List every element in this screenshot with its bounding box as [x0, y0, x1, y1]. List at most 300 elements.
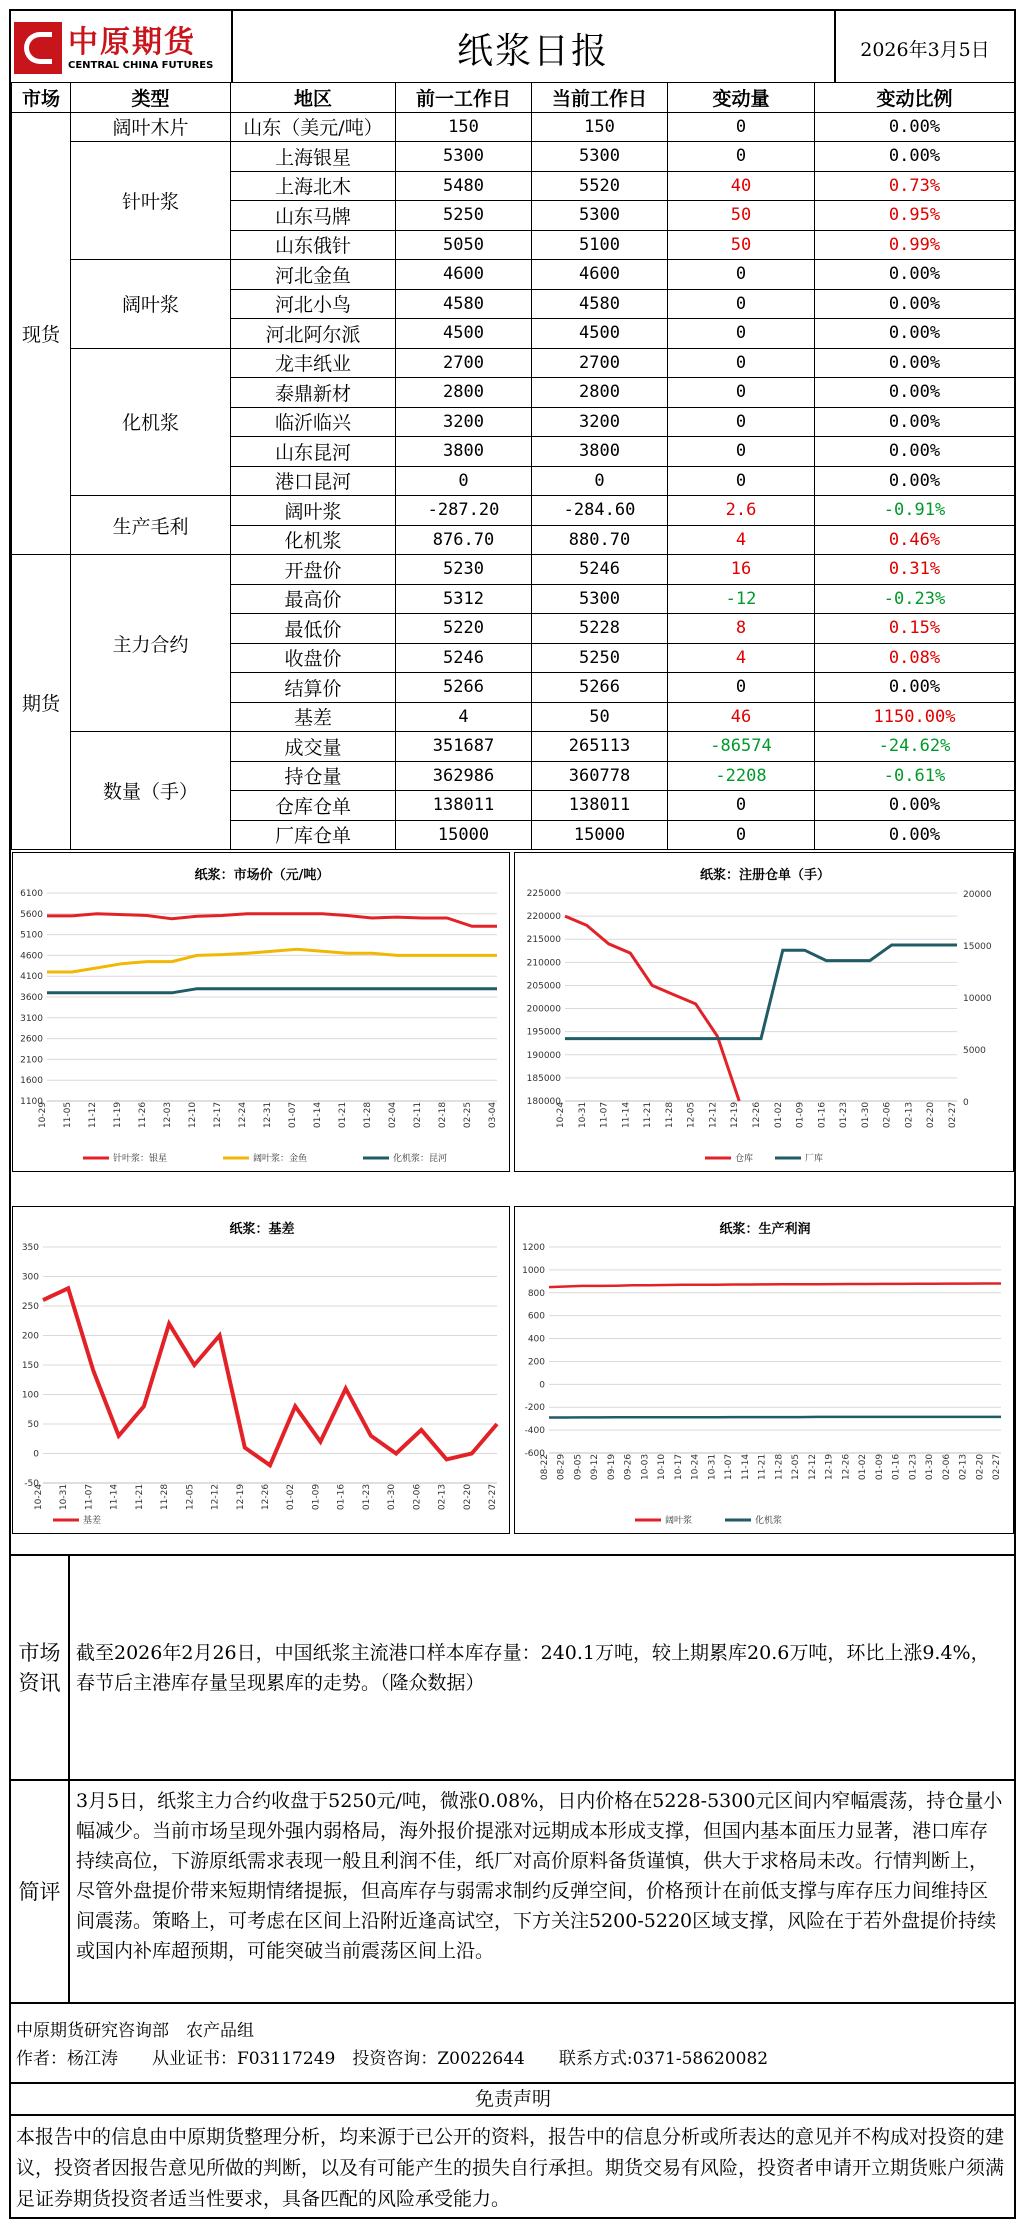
chg-cell: 0 — [668, 142, 815, 172]
footer-author: 作者：杨江涛 从业证书：F03117249 投资咨询：Z0022644 联系方式:0371-58620082 — [16, 2049, 769, 2069]
chart-title: 纸浆：生产利润 — [719, 1222, 811, 1237]
region-cell: 泰鼎新材 — [231, 378, 396, 408]
legend-label: 化机浆：昆河 — [393, 1154, 448, 1164]
table-row — [12, 260, 1015, 290]
y-tick-label: 190000 — [526, 1050, 561, 1061]
region-cell: 山东马牌 — [231, 201, 396, 231]
x-tick-label: 10-24 — [556, 1101, 566, 1129]
x-tick-label: 09-19 — [606, 1453, 617, 1481]
y2-tick-label: 0 — [963, 1098, 969, 1108]
y-tick-label: 350 — [21, 1243, 39, 1253]
pct-cell: 0.00% — [815, 378, 1015, 408]
curr-cell: 5100 — [532, 230, 668, 260]
pct-cell: 0.99% — [815, 230, 1015, 260]
y-tick-label: 6100 — [20, 889, 43, 899]
y2-tick-label: 5000 — [963, 1046, 986, 1056]
logo-text-cn: 中原期货 — [68, 24, 196, 60]
x-tick-label: 11-14 — [621, 1101, 632, 1129]
x-tick-label: 02-20 — [926, 1101, 937, 1129]
curr-cell: 138011 — [532, 791, 668, 821]
x-tick-label: 11-28 — [664, 1101, 675, 1129]
x-tick-label: 11-07 — [84, 1483, 95, 1511]
x-tick-label: 10-17 — [673, 1453, 684, 1481]
y-tick-label: 215000 — [526, 935, 561, 946]
prev-cell: 4500 — [396, 319, 532, 349]
x-tick-label: 12-17 — [213, 1101, 223, 1129]
chart-title: 纸浆：基差 — [229, 1222, 295, 1237]
pct-cell: -0.23% — [815, 584, 1015, 614]
x-tick-label: 10-10 — [657, 1453, 668, 1481]
series-line — [47, 989, 497, 993]
legend-label: 厂库 — [805, 1154, 824, 1164]
chg-cell: 0 — [668, 378, 815, 408]
commentary-label: 简评 — [18, 1879, 61, 1904]
y-tick-label: 5100 — [20, 930, 43, 941]
region-cell: 开盘价 — [231, 555, 396, 585]
y-tick-label: 150 — [21, 1361, 39, 1371]
curr-cell: 2800 — [532, 378, 668, 408]
x-tick-label: 02-06 — [882, 1101, 893, 1129]
pct-cell: 0.00% — [815, 260, 1015, 290]
x-tick-label: 09-05 — [573, 1453, 584, 1481]
x-tick-label: 10-24 — [690, 1453, 701, 1481]
y-tick-label: 800 — [527, 1288, 545, 1299]
pct-cell: 0.00% — [815, 319, 1015, 349]
y-tick-label: 4100 — [20, 972, 43, 983]
company-logo — [14, 14, 229, 82]
curr-cell: 265113 — [532, 732, 668, 762]
curr-cell: 5300 — [532, 201, 668, 231]
legend-label: 仓库 — [735, 1154, 754, 1164]
chg-cell: -12 — [668, 584, 815, 614]
chg-cell: 0 — [668, 820, 815, 850]
curr-cell: 150 — [532, 112, 668, 142]
pct-cell: 0.00% — [815, 407, 1015, 437]
x-tick-label: 01-02 — [773, 1101, 784, 1129]
chg-cell: 4 — [668, 525, 815, 555]
prev-cell: 5250 — [396, 201, 532, 231]
chg-cell: 0 — [668, 791, 815, 821]
x-tick-label: 11-21 — [643, 1101, 654, 1129]
x-tick-label: 12-26 — [841, 1453, 852, 1481]
x-tick-label: 12-19 — [730, 1101, 741, 1129]
x-tick-label: 12-31 — [263, 1101, 273, 1129]
region-cell: 收盘价 — [231, 643, 396, 673]
chg-cell: 0 — [668, 348, 815, 378]
column-header: 变动量 — [668, 83, 815, 113]
x-tick-label: 10-31 — [577, 1101, 588, 1129]
y-tick-label: 0 — [33, 1449, 39, 1460]
chart-basis — [12, 1206, 510, 1534]
chg-cell: 4 — [668, 643, 815, 673]
x-tick-label: 10-29 — [38, 1101, 48, 1129]
prev-cell: 15000 — [396, 820, 532, 850]
column-header: 前一工作日 — [396, 83, 532, 113]
column-header: 类型 — [71, 83, 231, 113]
pct-cell: 0.31% — [815, 555, 1015, 585]
x-tick-label: 12-19 — [235, 1483, 246, 1511]
x-tick-label: 01-07 — [288, 1101, 298, 1129]
x-tick-label: 11-28 — [160, 1483, 171, 1511]
x-tick-label: 01-14 — [313, 1101, 323, 1129]
region-cell: 化机浆 — [231, 525, 396, 555]
chart-warrants — [514, 852, 1014, 1172]
region-cell: 上海银星 — [231, 142, 396, 172]
series-line — [549, 1417, 1001, 1418]
x-tick-label: 02-11 — [413, 1101, 423, 1129]
table-header-row — [12, 83, 1015, 113]
prev-cell: 5246 — [396, 643, 532, 673]
series-line — [47, 949, 497, 972]
prev-cell: 362986 — [396, 761, 532, 791]
x-tick-label: 11-19 — [113, 1101, 123, 1129]
y-tick-label: 180000 — [526, 1097, 561, 1107]
prev-cell: 5230 — [396, 555, 532, 585]
footer-dept: 中原期货研究咨询部 农产品组 — [16, 2021, 254, 2041]
x-tick-label: 11-07 — [599, 1101, 610, 1129]
chg-cell: 0 — [668, 437, 815, 467]
region-cell: 山东（美元/吨） — [231, 112, 396, 142]
legend-label: 阔叶浆 — [665, 1516, 693, 1526]
region-cell: 持仓量 — [231, 761, 396, 791]
report-date: 2026年3月5日 — [860, 38, 990, 61]
type-cell: 数量（手） — [71, 732, 231, 850]
x-tick-label: 12-19 — [824, 1453, 835, 1481]
x-tick-label: 02-13 — [904, 1101, 915, 1129]
x-tick-label: 03-04 — [488, 1101, 498, 1129]
x-tick-label: 08-29 — [556, 1453, 567, 1481]
curr-cell: 360778 — [532, 761, 668, 791]
y-tick-label: 3600 — [20, 993, 43, 1003]
x-tick-label: 12-24 — [238, 1101, 248, 1129]
curr-cell: 5228 — [532, 614, 668, 644]
region-cell: 上海北木 — [231, 171, 396, 201]
x-tick-label: 12-05 — [185, 1483, 196, 1511]
x-tick-label: 11-21 — [757, 1453, 768, 1481]
chg-cell: 50 — [668, 201, 815, 231]
prev-cell: 5300 — [396, 142, 532, 172]
y-tick-label: 0 — [539, 1380, 545, 1391]
chart-market-price — [12, 852, 510, 1172]
legend-label: 针叶浆：银星 — [113, 1154, 168, 1164]
x-tick-label: 01-16 — [891, 1453, 902, 1481]
column-header: 地区 — [231, 83, 396, 113]
pct-cell: 0.15% — [815, 614, 1015, 644]
region-cell: 龙丰纸业 — [231, 348, 396, 378]
y-tick-label: 250 — [21, 1302, 39, 1312]
legend-label: 基差 — [83, 1516, 102, 1526]
x-tick-label: 01-23 — [361, 1483, 372, 1511]
market-info-label: 市场资讯 — [18, 1640, 61, 1695]
page-title: 纸浆日报 — [456, 30, 609, 72]
chg-cell: 40 — [668, 171, 815, 201]
region-cell: 阔叶浆 — [231, 496, 396, 526]
region-cell: 仓库仓单 — [231, 791, 396, 821]
series-line — [43, 1288, 497, 1465]
chart-profit — [514, 1206, 1014, 1534]
pct-cell: 0.00% — [815, 820, 1015, 850]
x-tick-label: 02-13 — [437, 1483, 448, 1511]
pct-cell: 0.00% — [815, 466, 1015, 496]
x-tick-label: 10-24 — [34, 1483, 44, 1511]
header-divider — [834, 11, 836, 82]
region-cell: 成交量 — [231, 732, 396, 762]
type-cell: 针叶浆 — [71, 142, 231, 260]
y-tick-label: 600 — [527, 1311, 545, 1322]
pct-cell: -0.61% — [815, 761, 1015, 791]
y-tick-label: 5600 — [20, 909, 43, 920]
curr-cell: 5266 — [532, 673, 668, 703]
type-cell: 阔叶木片 — [71, 112, 231, 142]
table-row — [12, 732, 1015, 762]
x-tick-label: 02-27 — [488, 1483, 498, 1511]
y-tick-label: 200 — [527, 1357, 545, 1368]
y-tick-label: 400 — [527, 1334, 545, 1345]
x-tick-label: 11-14 — [109, 1483, 120, 1511]
chg-cell: 16 — [668, 555, 815, 585]
region-cell: 山东俄针 — [231, 230, 396, 260]
x-tick-label: 01-09 — [311, 1483, 322, 1511]
prev-cell: -287.20 — [396, 496, 532, 526]
y-tick-label: 220000 — [526, 912, 561, 923]
x-tick-label: 11-28 — [774, 1453, 785, 1481]
curr-cell: 4600 — [532, 260, 668, 290]
prev-cell: 4 — [396, 702, 532, 732]
x-tick-label: 12-05 — [686, 1101, 697, 1129]
x-tick-label: 12-05 — [791, 1453, 802, 1481]
y-tick-label: 100 — [21, 1390, 39, 1401]
pct-cell: 0.73% — [815, 171, 1015, 201]
header-divider — [231, 11, 233, 82]
y-tick-label: 1100 — [20, 1097, 43, 1107]
prev-cell: 4600 — [396, 260, 532, 290]
pct-cell: 0.00% — [815, 112, 1015, 142]
legend-label: 化机浆 — [755, 1516, 783, 1526]
prev-cell: 138011 — [396, 791, 532, 821]
legend-label: 阔叶浆：金鱼 — [253, 1154, 308, 1164]
column-header: 市场 — [12, 83, 71, 113]
curr-cell: 4500 — [532, 319, 668, 349]
chg-cell: -2208 — [668, 761, 815, 791]
y2-tick-label: 20000 — [963, 890, 992, 900]
region-cell: 厂库仓单 — [231, 820, 396, 850]
x-tick-label: 01-30 — [925, 1453, 936, 1481]
x-tick-label: 01-09 — [874, 1453, 885, 1481]
chg-cell: 50 — [668, 230, 815, 260]
prev-cell: 2700 — [396, 348, 532, 378]
prev-cell: 3800 — [396, 437, 532, 467]
region-cell: 河北金鱼 — [231, 260, 396, 290]
region-cell: 河北阿尔派 — [231, 319, 396, 349]
type-cell: 主力合约 — [71, 555, 231, 732]
prev-cell: 351687 — [396, 732, 532, 762]
x-tick-label: 02-20 — [462, 1483, 473, 1511]
y-tick-label: -50 — [24, 1479, 39, 1489]
y-tick-label: 185000 — [526, 1073, 561, 1084]
x-tick-label: 10-31 — [59, 1483, 70, 1511]
curr-cell: 5520 — [532, 171, 668, 201]
x-tick-label: 11-05 — [63, 1101, 73, 1129]
x-tick-label: 01-30 — [860, 1101, 871, 1129]
y-tick-label: 205000 — [526, 981, 561, 992]
price-table — [11, 82, 1015, 850]
y-tick-label: 2600 — [20, 1034, 43, 1045]
region-cell: 山东昆河 — [231, 437, 396, 467]
region-cell: 基差 — [231, 702, 396, 732]
chg-cell: 8 — [668, 614, 815, 644]
chart-title: 纸浆：注册仓单（手） — [699, 868, 831, 883]
x-tick-label: 08-22 — [540, 1453, 550, 1481]
table-row — [12, 496, 1015, 526]
x-tick-label: 12-10 — [188, 1101, 198, 1129]
curr-cell: 5250 — [532, 643, 668, 673]
x-tick-label: 11-07 — [724, 1453, 735, 1481]
column-header: 当前工作日 — [532, 83, 668, 113]
y2-tick-label: 15000 — [963, 942, 992, 952]
y-tick-label: 210000 — [526, 958, 561, 969]
pct-cell: 0.46% — [815, 525, 1015, 555]
chg-cell: 0 — [668, 289, 815, 319]
column-header: 变动比例 — [815, 83, 1015, 113]
type-cell: 阔叶浆 — [71, 260, 231, 349]
x-tick-label: 02-27 — [948, 1101, 958, 1129]
y-tick-label: 4600 — [20, 951, 43, 962]
table-row — [12, 142, 1015, 172]
x-tick-label: 12-26 — [752, 1101, 762, 1129]
curr-cell: 15000 — [532, 820, 668, 850]
x-tick-label: 11-21 — [134, 1483, 145, 1511]
x-tick-label: 10-31 — [707, 1453, 718, 1481]
x-tick-label: 02-06 — [941, 1453, 952, 1481]
chg-cell: 0 — [668, 673, 815, 703]
x-tick-label: 02-27 — [992, 1453, 1002, 1481]
pct-cell: 0.00% — [815, 142, 1015, 172]
region-cell: 最高价 — [231, 584, 396, 614]
y-tick-label: 3100 — [20, 1013, 43, 1024]
y-tick-label: -400 — [524, 1426, 545, 1437]
y2-tick-label: 10000 — [963, 994, 992, 1004]
prev-cell: 5266 — [396, 673, 532, 703]
x-tick-label: 12-12 — [210, 1483, 221, 1511]
chg-cell: 0 — [668, 260, 815, 290]
prev-cell: 5480 — [396, 171, 532, 201]
curr-cell: 3200 — [532, 407, 668, 437]
chart-title: 纸浆：市场价（元/吨） — [194, 868, 330, 883]
y-tick-label: -600 — [524, 1449, 545, 1459]
commentary-text: 3月5日，纸浆主力合约收盘于5250元/吨，微涨0.08%，日内价格在5228-5300元区间内窄幅震荡，持仓量小幅减少。当前市场呈现外强内弱格局，海外报价提涨对远期成本形成支撑，但国内基本面压力显著，港口库存持续高位，下游原纸需求表现一般且利润不佳，纸厂对高价原料备货谨慎，供大于求格局未改。行情判断上，尽管外盘提价带来短期情绪提振，但高库存与弱需求制约反弹空间，价格预计在前低支撑与库存压力间维持区间震荡。策略上，可考虑在区间上沿附近逢高试空，下方关注5200-5220区域支撑，风险在于若外盘提价持续或国内补库超预期，可能突破当前震荡区间上沿。 — [76, 1790, 1003, 1962]
x-tick-label: 01-16 — [817, 1101, 828, 1129]
x-tick-label: 01-28 — [363, 1101, 373, 1129]
table-row — [12, 555, 1015, 585]
x-tick-label: 11-14 — [740, 1453, 751, 1481]
pct-cell: 0.95% — [815, 201, 1015, 231]
x-tick-label: 12-12 — [708, 1101, 719, 1129]
curr-cell: 5300 — [532, 584, 668, 614]
y-tick-label: 50 — [27, 1420, 39, 1430]
type-cell: 化机浆 — [71, 348, 231, 496]
prev-cell: 2800 — [396, 378, 532, 408]
x-tick-label: 11-26 — [138, 1101, 148, 1129]
x-tick-label: 12-03 — [163, 1101, 173, 1129]
table-row — [12, 348, 1015, 378]
x-tick-label: 01-16 — [336, 1483, 347, 1511]
region-cell: 港口昆河 — [231, 466, 396, 496]
y-tick-label: 1200 — [522, 1243, 545, 1253]
prev-cell: 0 — [396, 466, 532, 496]
y-tick-label: 225000 — [526, 889, 561, 899]
x-tick-label: 11-12 — [88, 1101, 98, 1129]
chg-cell: 0 — [668, 466, 815, 496]
curr-cell: 5246 — [532, 555, 668, 585]
curr-cell: 3800 — [532, 437, 668, 467]
curr-cell: 2700 — [532, 348, 668, 378]
y-tick-label: 300 — [21, 1272, 39, 1283]
x-tick-label: 02-06 — [412, 1483, 423, 1511]
x-tick-label: 02-18 — [438, 1101, 448, 1129]
x-tick-label: 10-03 — [640, 1453, 651, 1481]
curr-cell: 0 — [532, 466, 668, 496]
prev-cell: 5220 — [396, 614, 532, 644]
curr-cell: 50 — [532, 702, 668, 732]
x-tick-label: 09-12 — [590, 1453, 601, 1481]
pct-cell: 1150.00% — [815, 702, 1015, 732]
x-tick-label: 12-12 — [807, 1453, 818, 1481]
pct-cell: 0.08% — [815, 643, 1015, 673]
type-cell: 生产毛利 — [71, 496, 231, 555]
x-tick-label: 02-04 — [388, 1101, 398, 1129]
curr-cell: 4580 — [532, 289, 668, 319]
region-cell: 河北小鸟 — [231, 289, 396, 319]
pct-cell: 0.00% — [815, 348, 1015, 378]
x-tick-label: 12-26 — [261, 1483, 271, 1511]
disclaimer-text: 本报告中的信息由中原期货整理分析，均来源于已公开的资料，报告中的信息分析或所表达的意见并不构成对投资的建议，投资者因报告意见所做的判断，以及有可能产生的损失自行承担。期货交易有风险，投资者申请开立期货账户须满足证券期货投资者适当性要求，具备匹配的风险承受能力。 — [16, 2126, 1005, 2210]
region-cell: 最低价 — [231, 614, 396, 644]
curr-cell: 880.70 — [532, 525, 668, 555]
y-tick-label: 200000 — [526, 1004, 561, 1015]
prev-cell: 150 — [396, 112, 532, 142]
y-tick-label: 1000 — [522, 1265, 545, 1276]
x-tick-label: 01-30 — [387, 1483, 398, 1511]
y-tick-label: 200 — [21, 1331, 39, 1342]
region-cell: 临沂临兴 — [231, 407, 396, 437]
logo-icon — [14, 22, 62, 74]
x-tick-label: 09-26 — [623, 1453, 634, 1481]
series-line — [47, 914, 497, 927]
disclaimer-title: 免责声明 — [474, 2088, 551, 2110]
chg-cell: 0 — [668, 112, 815, 142]
chg-cell: 0 — [668, 407, 815, 437]
x-tick-label: 01-02 — [858, 1453, 869, 1481]
x-tick-label: 01-09 — [795, 1101, 806, 1129]
y-tick-label: 2100 — [20, 1055, 43, 1066]
market-info-text: 截至2026年2月26日，中国纸浆主流港口样本库存量：240.1万吨，较上期累库20.6万吨，环比上涨9.4%，春节后主港库存量呈现累库的走势。（隆众数据） — [76, 1642, 990, 1694]
prev-cell: 5312 — [396, 584, 532, 614]
region-cell: 结算价 — [231, 673, 396, 703]
pct-cell: 0.00% — [815, 289, 1015, 319]
y-tick-label: 1600 — [20, 1076, 43, 1087]
y-tick-label: -200 — [524, 1403, 545, 1414]
table-row — [12, 112, 1015, 142]
prev-cell: 4580 — [396, 289, 532, 319]
series-line — [549, 1284, 1001, 1288]
market-cell: 现货 — [12, 112, 71, 555]
x-tick-label: 01-21 — [338, 1101, 348, 1129]
x-tick-label: 01-02 — [286, 1483, 297, 1511]
pct-cell: 0.00% — [815, 673, 1015, 703]
chg-cell: 2.6 — [668, 496, 815, 526]
pct-cell: -0.91% — [815, 496, 1015, 526]
y-tick-label: 195000 — [526, 1027, 561, 1038]
